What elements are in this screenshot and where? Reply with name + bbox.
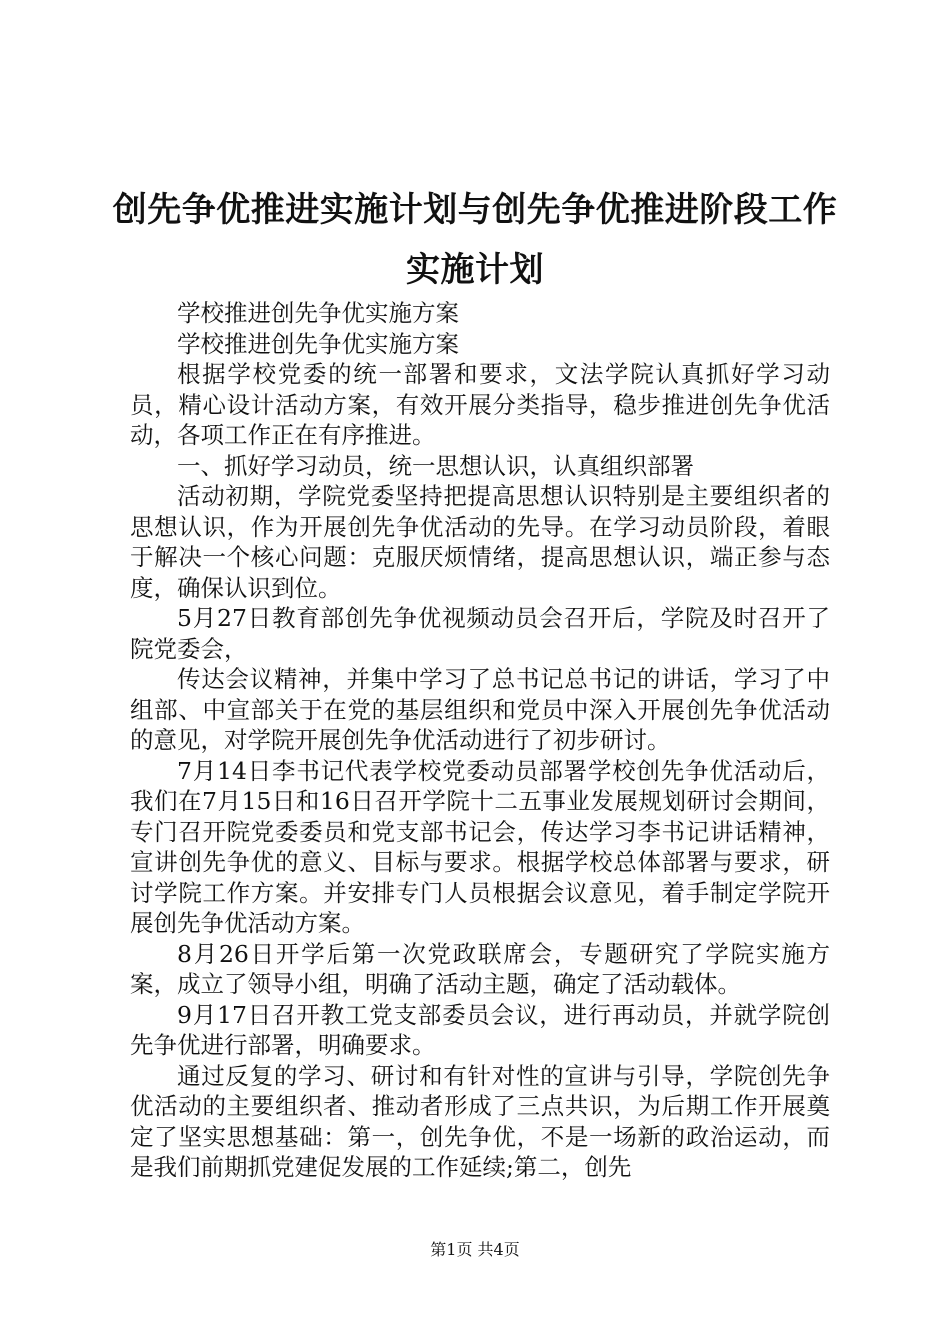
paragraph: 8月26日开学后第一次党政联席会，专题研究了学院实施方案，成立了领导小组，明确了活动主题，确定了活动载体。: [130, 939, 830, 998]
paragraph: 传达会议精神，并集中学习了总书记总书记的讲话，学习了中组部、中宣部关于在党的基层组织和党员中深入开展创先争优活动的意见，对学院开展创先争优活动进行了初步研讨。: [130, 665, 830, 754]
paragraph: 学校推进创先争优实施方案: [177, 329, 459, 358]
section-heading: 一、抓好学习动员，统一思想认识，认真组织部署: [177, 451, 694, 480]
page-footer: 第1页 共4页: [430, 1240, 520, 1259]
paragraph: 通过反复的学习、研讨和有针对性的宣讲与引导，学院创先争优活动的主要组织者、推动者形成了三点共识，为后期工作开展奠定了坚实思想基础：第一，创先争优，不是一场新的政治运动，而是我们前期抓党建促发展的工作延续;第二，创先: [130, 1061, 830, 1181]
document-title: 创先争优推进实施计划与创先争优推进阶段工作实施计划: [112, 190, 838, 290]
document-body: [130, 298, 830, 1183]
paragraph: 活动初期，学院党委坚持把提高思想认识特别是主要组织者的思想认识，作为开展创先争优活动的先导。在学习动员阶段，着眼于解决一个核心问题：克服厌烦情绪，提高思想认识，端正参与态度，确保认识到位。: [130, 482, 830, 602]
paragraph: 7月14日李书记代表学校党委动员部署学校创先争优活动后，我们在7月15日和16日召开学院十二五事业发展规划研讨会期间，专门召开院党委委员和党支部书记会，传达学习李书记讲话精神，宣讲创先争优的意义、目标与要求。根据学校总体部署与要求，研讨学院工作方案。并安排专门人员根据会议意见，着手制定学院开展创先争优活动方案。: [130, 756, 830, 937]
paragraph: 9月17日召开教工党支部委员会议，进行再动员，并就学院创先争优进行部署，明确要求。: [130, 1000, 830, 1059]
paragraph: 5月27日教育部创先争优视频动员会召开后，学院及时召开了院党委会，: [130, 604, 830, 663]
paragraph: 根据学校党委的统一部署和要求，文法学院认真抓好学习动员，精心设计活动方案，有效开展分类指导，稳步推进创先争优活动，各项工作正在有序推进。: [130, 360, 830, 449]
paragraph: 学校推进创先争优实施方案: [177, 299, 459, 327]
